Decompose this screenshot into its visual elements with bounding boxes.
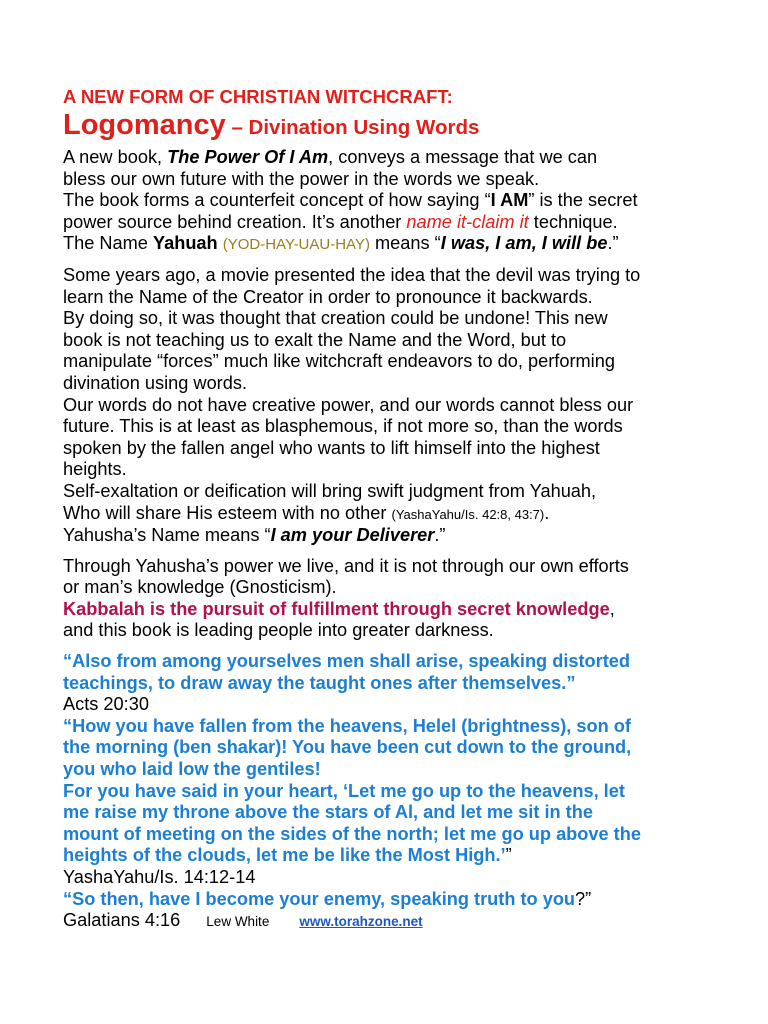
text-line: Some years ago, a movie presented the idea that the devil was trying to: [63, 264, 641, 285]
quote-line: “So then, have I become your enemy, speaking truth to you?”: [63, 888, 592, 909]
text-line: Who will share His esteem with no other (YashaYahu/Is. 42:8, 43:7).: [63, 502, 550, 523]
quote-line: me raise my throne above the stars of Al, and let me sit in the: [63, 802, 593, 823]
tetragrammaton: (YOD-HAY-UAU-HAY): [222, 236, 370, 254]
text-line: By doing so, it was thought that creation could be undone! This new: [63, 308, 608, 329]
quote-line: “Also from among yourselves men shall arise, speaking distorted: [63, 651, 631, 672]
kabbalah-statement: Kabbalah is the pursuit of fulfillment through secret knowledge: [63, 598, 610, 619]
heading-line: A NEW FORM OF CHRISTIAN WITCHCRAFT:: [63, 86, 453, 107]
text-line: A new book, The Power Of I Am, conveys a message that we can: [63, 147, 598, 167]
text-line: divination using words.: [63, 372, 247, 393]
author-name: Lew White: [206, 914, 270, 930]
text-line: heights.: [63, 459, 127, 480]
text-line: bless our own future with the power in the words we speak.: [63, 168, 540, 189]
text-line: book is not teaching us to exalt the Name and the Word, but to: [63, 329, 567, 350]
citation: Acts 20:30: [63, 694, 149, 715]
text-line: future. This is at least as blasphemous, if not more so, than the words: [63, 416, 623, 437]
citation: Galatians 4:16: [63, 910, 181, 931]
text-line: and this book is leading people into greater darkness.: [63, 620, 494, 641]
quote-line: the morning (ben shakar)! You have been cut down to the ground,: [63, 737, 632, 758]
text-line: power source behind creation. It’s another name it-claim it technique.: [63, 211, 618, 232]
quote-line: heights of the clouds, let me be like the Most High.’”: [63, 845, 512, 866]
book-title: The Power Of I Am: [167, 147, 329, 167]
quote-line: teachings, to draw away the taught ones after themselves.”: [63, 672, 576, 693]
text-line: or man’s knowledge (Gnosticism).: [63, 577, 337, 598]
footer-line: [63, 910, 728, 933]
scripture-reference: (YashaYahu/Is. 42:8, 43:7): [391, 506, 545, 522]
text-line: spoken by the fallen angel who wants to lift himself into the highest: [63, 437, 600, 458]
quote-line: “How you have fallen from the heavens, Helel (brightness), son of: [63, 715, 631, 736]
text-line: Through Yahusha’s power we live, and it is not through our own efforts: [63, 555, 629, 576]
text-line: learn the Name of the Creator in order to pronounce it backwards.: [63, 286, 593, 307]
quote-line: mount of meeting on the sides of the north; let me go up above the: [63, 823, 641, 844]
text-line: Yahusha’s Name means “I am your Deliverer.”: [63, 525, 446, 546]
quote-line: you who laid low the gentiles!: [63, 759, 321, 780]
quote-line: For you have said in your heart, ‘Let me go up to the heavens, let: [63, 780, 625, 801]
text-line: The book forms a counterfeit concept of how saying “I AM” is the secret: [63, 190, 638, 211]
title-word: Logomancy: [63, 109, 226, 141]
text-line: manipulate “forces” much like witchcraft endeavors to do, performing: [63, 351, 615, 372]
name-it-claim-it: name it-claim it: [406, 211, 529, 232]
text-line: Our words do not have creative power, and our words cannot bless our: [63, 394, 634, 415]
text-line: The Name Yahuah (YOD-HAY-UAU-HAY) means “I was, I am, I will be.”: [63, 233, 619, 254]
website-link[interactable]: www.torahzone.net: [299, 914, 423, 930]
text-line: Self-exaltation or deification will bring swift judgment from Yahuah,: [63, 480, 597, 501]
text-line: Kabbalah is the pursuit of fulfillment through secret knowledge,: [63, 598, 615, 619]
citation: YashaYahu/Is. 14:12-14: [63, 867, 256, 887]
document-title: [63, 108, 728, 147]
title-subtitle: – Divination Using Words: [225, 116, 480, 139]
